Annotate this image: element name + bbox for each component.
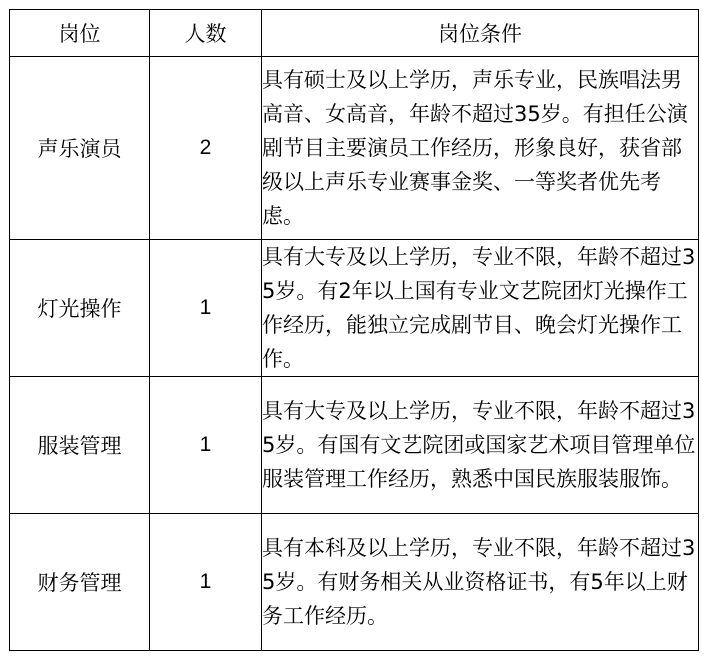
table-row <box>10 240 699 377</box>
requirements-cell: 具有大专及以上学历，专业不限，年龄不超过35岁。有2年以上国有专业文艺院团灯光操作工作经历，能独立完成剧节目、晚会灯光操作工作。 <box>262 240 699 377</box>
count-cell: 1 <box>150 377 262 514</box>
requirements-cell: 具有大专及以上学历，专业不限，年龄不超过35岁。有国有文艺院团或国家艺术项目管理单位服装管理工作经历，熟悉中国民族服装服饰。 <box>262 377 699 514</box>
count-cell: 1 <box>150 240 262 377</box>
header-position: 岗位 <box>10 10 150 57</box>
table-header-row <box>10 10 699 57</box>
table-row <box>10 57 699 240</box>
count-cell: 1 <box>150 514 262 651</box>
position-cell: 财务管理 <box>10 514 150 651</box>
header-count: 人数 <box>150 10 262 57</box>
count-cell: 2 <box>150 57 262 240</box>
requirements-cell: 具有硕士及以上学历，声乐专业，民族唱法男高音、女高音，年龄不超过35岁。有担任公演剧节目主要演员工作经历，形象良好，获省部级以上声乐专业赛事金奖、一等奖者优先考虑。 <box>262 57 699 240</box>
table-row <box>10 514 699 651</box>
job-requirements-table <box>9 9 699 651</box>
position-cell: 声乐演员 <box>10 57 150 240</box>
position-cell: 服装管理 <box>10 377 150 514</box>
position-cell: 灯光操作 <box>10 240 150 377</box>
requirements-cell: 具有本科及以上学历，专业不限，年龄不超过35岁。有财务相关从业资格证书，有5年以上财务工作经历。 <box>262 514 699 651</box>
header-requirements: 岗位条件 <box>262 10 699 57</box>
table-row <box>10 377 699 514</box>
